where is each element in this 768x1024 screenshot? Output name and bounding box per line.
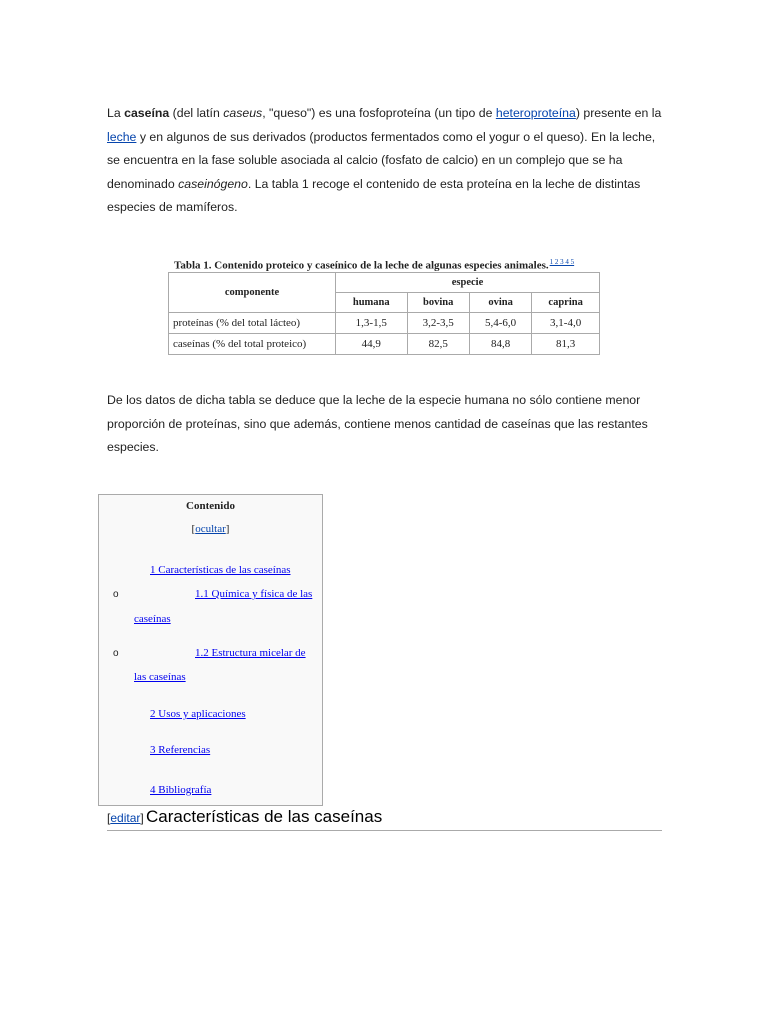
cell-value: 81,3 <box>532 334 600 355</box>
header-species: bovina <box>407 293 469 313</box>
table-caption: Tabla 1. Contenido proteico y caseínico de la leche de algunas especies animales.$^{1 2 3 4 5}$ <box>174 258 575 272</box>
toc-bullet: o <box>113 589 119 600</box>
link-heteroproteina[interactable]: heteroproteína <box>495 106 576 120</box>
toc-item-estructura[interactable]: 1.2 Estructura micelar de <box>195 647 306 659</box>
toc-item-caracteristicas[interactable]: 1 Características de las caseínas <box>150 564 291 576</box>
cell-value: 5,4-6,0 <box>469 313 531 334</box>
toc-item-quimica-cont[interactable]: caseínas <box>134 613 171 625</box>
section-heading <box>107 806 662 831</box>
toc-hide-toggle: [ocultar] <box>191 523 230 535</box>
row-label: caseínas (% del total proteico) <box>169 334 336 355</box>
header-species: ovina <box>469 293 531 313</box>
cell-value: 44,9 <box>336 334 408 355</box>
edit-link[interactable]: editar <box>110 811 141 825</box>
toc-item-bibliografia[interactable]: 4 Bibliografía <box>150 784 212 796</box>
toc-item-usos[interactable]: 2 Usos y aplicaciones <box>150 708 246 720</box>
toc-title: Contenido <box>186 500 235 512</box>
table-refs[interactable]: 1 2 3 4 5 <box>549 258 575 266</box>
toc-item-estructura-cont[interactable]: las caseínas <box>134 671 186 683</box>
toc-item-quimica[interactable]: 1.1 Química y física de las <box>195 588 313 600</box>
link-leche[interactable]: leche <box>107 129 137 144</box>
hide-toc-link[interactable]: ocultar <box>195 523 226 535</box>
cell-value: 84,8 <box>469 334 531 355</box>
header-species: caprina <box>532 293 600 313</box>
term-caseina: caseína <box>124 106 170 120</box>
table-of-contents <box>98 494 323 806</box>
header-species: humana <box>336 293 408 313</box>
milk-protein-table <box>168 253 600 355</box>
toc-item-referencias[interactable]: 3 Referencias <box>150 744 211 756</box>
cell-value: 1,3-1,5 <box>336 313 408 334</box>
table-row <box>169 334 600 355</box>
cell-value: 3,2-3,5 <box>407 313 469 334</box>
cell-value: 82,5 <box>407 334 469 355</box>
header-especie: especie <box>336 273 600 293</box>
conclusion-paragraph: De los datos de dicha tabla se deduce que la leche de la especie humana no sólo contiene menor proporción de proteínas, sino que además, contiene menos cantidad de caseínas que las restantes especies. <box>107 393 648 454</box>
header-componente: componente <box>169 273 336 313</box>
table-row <box>169 313 600 334</box>
intro-paragraph: La caseína (del latín caseus, "queso") es una fosfoproteína (un tipo de heteroproteína) presente en la leche y en algunos de sus derivados (productos fermentados como el yogur o el queso). En la leche, se encuentra en la fase soluble asociada al calcio (fosfato de calcio) en un complejo que se ha denominado caseinógeno. La tabla 1 recoge el contenido de esta proteína en la leche de distintas especies de mamíferos. <box>107 106 662 214</box>
data-table <box>168 272 600 355</box>
cell-value: 3,1-4,0 <box>532 313 600 334</box>
row-label: proteínas (% del total lácteo) <box>169 313 336 334</box>
toc-bullet: o <box>113 648 119 659</box>
edit-section: [editar] <box>107 811 144 825</box>
section-title: Características de las caseínas <box>146 807 383 826</box>
